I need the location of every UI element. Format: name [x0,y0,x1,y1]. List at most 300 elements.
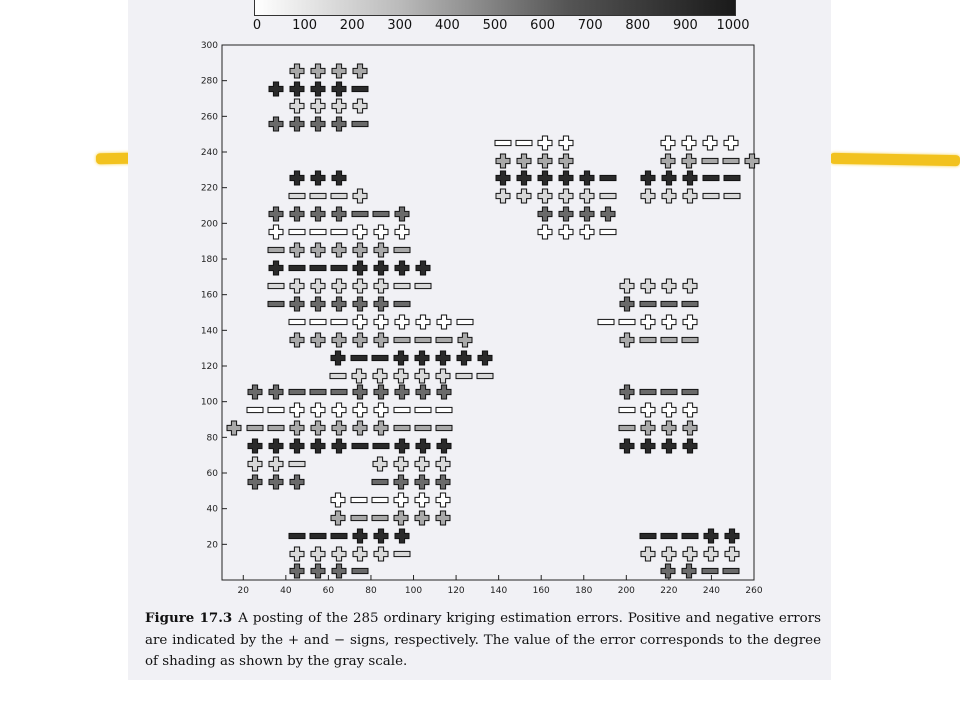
positive-error-symbol [682,154,696,168]
negative-error-symbol [289,389,305,394]
positive-error-symbol [332,82,346,96]
negative-error-symbol [436,425,452,430]
positive-error-symbol [353,243,367,257]
negative-error-symbol [723,158,739,163]
negative-error-symbol [724,175,740,180]
negative-error-symbol [372,497,388,502]
negative-error-symbol [415,337,431,342]
positive-error-symbol [436,475,450,489]
positive-error-symbol [395,225,409,239]
positive-error-symbol [311,421,325,435]
positive-error-symbol [332,64,346,78]
positive-error-symbol [374,297,388,311]
positive-error-symbol [374,385,388,399]
positive-error-symbol [311,243,325,257]
positive-error-symbol [311,333,325,347]
positive-error-symbol [290,243,304,257]
positive-error-symbol [601,207,615,221]
negative-error-symbol [394,425,410,430]
positive-error-symbol [311,82,325,96]
negative-error-symbol [373,211,389,216]
positive-error-symbol [662,421,676,435]
gray-scale-label: 600 [530,18,556,33]
negative-error-symbol [289,193,305,198]
negative-error-symbol [289,229,305,234]
negative-error-symbol [268,301,284,306]
positive-error-symbol [290,333,304,347]
positive-error-symbol [662,315,676,329]
negative-error-symbol [289,265,305,270]
negative-error-symbol [310,265,326,270]
positive-error-symbol [682,564,696,578]
negative-error-symbol [703,193,719,198]
y-tick-label: 240 [200,148,218,158]
positive-error-symbol [641,439,655,453]
positive-error-symbol [620,279,634,293]
negative-error-symbol [352,86,368,91]
y-tick-label: 100 [200,397,218,408]
positive-error-symbol [703,136,717,150]
positive-error-symbol [394,457,408,471]
positive-error-symbol [620,297,634,311]
y-tick-label: 280 [200,76,218,87]
positive-error-symbol [661,564,675,578]
positive-error-symbol [395,207,409,221]
positive-error-symbol [311,64,325,78]
positive-error-symbol [332,117,346,131]
negative-error-symbol [600,229,616,234]
positive-error-symbol [580,189,594,203]
positive-error-symbol [353,403,367,417]
positive-error-symbol [353,261,367,275]
positive-error-symbol [416,261,430,275]
positive-error-symbol [641,171,655,185]
negative-error-symbol [331,319,347,324]
positive-error-symbol [269,385,283,399]
gray-scale-label: 700 [577,18,603,33]
positive-error-symbol [580,171,594,185]
positive-error-symbol [683,189,697,203]
y-tick-label: 80 [206,433,218,444]
positive-error-symbol [415,457,429,471]
positive-error-symbol [353,315,367,329]
positive-error-symbol [332,297,346,311]
positive-error-symbol [704,547,718,561]
positive-error-symbol [682,136,696,150]
negative-error-symbol [310,319,326,324]
positive-error-symbol [415,475,429,489]
positive-error-symbol [353,547,367,561]
negative-error-symbol [661,389,677,394]
gray-scale-label: 400 [434,18,460,33]
positive-error-symbol [374,403,388,417]
gray-scale-label: 900 [672,18,698,33]
negative-error-symbol [703,175,719,180]
positive-error-symbol [725,529,739,543]
positive-error-symbol [331,493,345,507]
positive-error-symbol [538,171,552,185]
positive-error-symbol [311,439,325,453]
positive-error-symbol [331,511,345,525]
positive-error-symbol [496,154,510,168]
positive-error-symbol [394,351,408,365]
x-tick-label: 240 [702,586,721,596]
positive-error-symbol [559,189,573,203]
positive-error-symbol [641,189,655,203]
negative-error-symbol [640,533,656,538]
positive-error-symbol [559,154,573,168]
negative-error-symbol [372,355,388,360]
positive-error-symbol [332,439,346,453]
negative-error-symbol [495,140,511,145]
positive-error-symbol [311,297,325,311]
negative-error-symbol [372,479,388,484]
x-tick-label: 140 [490,586,508,596]
positive-error-symbol [332,99,346,113]
positive-error-symbol [374,243,388,257]
positive-error-symbol [395,261,409,275]
negative-error-symbol [724,193,740,198]
positive-error-symbol [394,493,408,507]
positive-error-symbol [290,421,304,435]
positive-error-symbol [311,171,325,185]
positive-error-symbol [436,511,450,525]
positive-error-symbol [662,547,676,561]
y-tick-label: 200 [200,219,218,230]
positive-error-symbol [415,493,429,507]
x-tick-label: 100 [404,586,423,596]
y-tick-label: 20 [206,540,218,551]
positive-error-symbol [290,547,304,561]
positive-error-symbol [517,171,531,185]
negative-error-symbol [682,301,698,306]
negative-error-symbol [394,247,410,252]
positive-error-symbol [290,439,304,453]
negative-error-symbol [330,373,346,378]
positive-error-symbol [661,154,675,168]
positive-error-symbol [353,297,367,311]
positive-error-symbol [437,315,451,329]
positive-error-symbol [683,403,697,417]
positive-error-symbol [332,547,346,561]
negative-error-symbol [351,497,367,502]
gray-scale-label: 500 [482,18,508,33]
positive-error-symbol [580,207,594,221]
positive-error-symbol [353,189,367,203]
positive-error-symbol [620,439,634,453]
positive-error-symbol [311,117,325,131]
negative-error-symbol [352,443,368,448]
positive-error-symbol [269,207,283,221]
negative-error-symbol [600,175,616,180]
negative-error-symbol [289,533,305,538]
negative-error-symbol [456,373,472,378]
y-tick-label: 60 [206,469,218,479]
negative-error-symbol [682,337,698,342]
negative-error-symbol [723,568,739,573]
positive-error-symbol [395,385,409,399]
positive-error-symbol [415,351,429,365]
positive-error-symbol [353,279,367,293]
x-tick-label: 120 [447,586,465,596]
positive-error-symbol [436,351,450,365]
positive-error-symbol [290,64,304,78]
positive-error-symbol [373,369,387,383]
negative-error-symbol [661,337,677,342]
positive-error-symbol [437,439,451,453]
negative-error-symbol [457,319,473,324]
negative-error-symbol [331,389,347,394]
positive-error-symbol [353,333,367,347]
positive-error-symbol [374,547,388,561]
caption-label: Figure 17.3 [145,610,233,626]
positive-error-symbol [332,171,346,185]
negative-error-symbol [619,425,635,430]
positive-error-symbol [661,136,675,150]
positive-error-symbol [416,315,430,329]
positive-error-symbol [332,403,346,417]
gray-scale-label: 800 [625,18,651,33]
negative-error-symbol [394,337,410,342]
positive-error-symbol [290,475,304,489]
y-tick-label: 40 [206,504,218,515]
positive-error-symbol [580,225,594,239]
x-tick-label: 160 [532,586,550,596]
negative-error-symbol [289,319,305,324]
positive-error-symbol [332,333,346,347]
positive-error-symbol [248,439,262,453]
positive-error-symbol [724,136,738,150]
positive-error-symbol [620,385,634,399]
positive-error-symbol [683,547,697,561]
y-tick-label: 160 [200,290,218,301]
negative-error-symbol [477,373,493,378]
error-symbols [227,64,759,578]
negative-error-symbol [394,407,410,412]
positive-error-symbol [269,439,283,453]
x-tick-label: 60 [322,586,335,596]
positive-error-symbol [641,279,655,293]
negative-error-symbol [702,568,718,573]
positive-error-symbol [332,421,346,435]
positive-error-symbol [374,279,388,293]
positive-error-symbol [353,64,367,78]
negative-error-symbol [310,533,326,538]
positive-error-symbol [290,279,304,293]
positive-error-symbol [311,403,325,417]
positive-error-symbol [374,225,388,239]
positive-error-symbol [436,369,450,383]
negative-error-symbol [394,301,410,306]
positive-error-symbol [248,457,262,471]
positive-error-symbol [332,564,346,578]
negative-error-symbol [516,140,532,145]
negative-error-symbol [682,533,698,538]
figure-caption [145,608,821,673]
positive-error-symbol [662,403,676,417]
positive-error-symbol [662,189,676,203]
negative-error-symbol [331,265,347,270]
negative-error-symbol [352,211,368,216]
positive-error-symbol [559,225,573,239]
positive-error-symbol [395,529,409,543]
positive-error-symbol [332,243,346,257]
negative-error-symbol [661,533,677,538]
negative-error-symbol [619,319,635,324]
y-tick-label: 260 [200,112,218,123]
positive-error-symbol [353,225,367,239]
positive-error-symbol [457,351,471,365]
x-tick-label: 20 [237,586,250,596]
positive-error-symbol [332,207,346,221]
negative-error-symbol [351,355,367,360]
positive-error-symbol [538,207,552,221]
negative-error-symbol [247,407,263,412]
negative-error-symbol [331,229,347,234]
positive-error-symbol [269,82,283,96]
positive-error-symbol [290,99,304,113]
negative-error-symbol [415,283,431,288]
negative-error-symbol [640,337,656,342]
positive-error-symbol [394,475,408,489]
gray-scale-label: 100 [292,18,318,33]
positive-error-symbol [311,99,325,113]
y-tick-label: 180 [200,255,218,265]
negative-error-symbol [352,121,368,126]
gray-scale-label: 200 [339,18,365,33]
negative-error-symbol [436,407,452,412]
x-tick-label: 260 [745,586,763,596]
positive-error-symbol [683,171,697,185]
negative-error-symbol [702,158,718,163]
gray-scale-label: 1000 [716,18,750,33]
negative-error-symbol [310,389,326,394]
positive-error-symbol [725,547,739,561]
negative-error-symbol [268,247,284,252]
positive-error-symbol [436,493,450,507]
positive-error-symbol [458,333,472,347]
positive-error-symbol [745,154,759,168]
positive-error-symbol [538,136,552,150]
positive-error-symbol [641,403,655,417]
y-tick-label: 140 [200,326,218,337]
positive-error-symbol [662,439,676,453]
positive-error-symbol [311,279,325,293]
positive-error-symbol [353,99,367,113]
x-tick-label: 80 [365,586,377,596]
positive-error-symbol [704,529,718,543]
positive-error-symbol [416,385,430,399]
positive-error-symbol [227,421,241,435]
positive-error-symbol [290,297,304,311]
positive-error-symbol [683,439,697,453]
positive-error-symbol [269,475,283,489]
positive-error-symbol [496,171,510,185]
positive-error-symbol [620,333,634,347]
positive-error-symbol [415,511,429,525]
positive-error-symbol [559,207,573,221]
positive-error-symbol [496,189,510,203]
positive-error-symbol [374,333,388,347]
positive-error-symbol [311,207,325,221]
positive-error-symbol [290,171,304,185]
positive-error-symbol [416,439,430,453]
negative-error-symbol [372,515,388,520]
negative-error-symbol [415,425,431,430]
positive-error-symbol [353,529,367,543]
negative-error-symbol [289,461,305,466]
positive-error-symbol [353,421,367,435]
positive-error-symbol [641,421,655,435]
positive-error-symbol [374,421,388,435]
negative-error-symbol [394,551,410,556]
positive-error-symbol [332,279,346,293]
negative-error-symbol [415,407,431,412]
positive-error-symbol [517,189,531,203]
negative-error-symbol [640,301,656,306]
x-tick-label: 180 [575,586,593,596]
positive-error-symbol [331,351,345,365]
positive-error-symbol [290,564,304,578]
positive-error-symbol [436,457,450,471]
negative-error-symbol [331,193,347,198]
negative-error-symbol [436,337,452,342]
negative-error-symbol [351,515,367,520]
positive-error-symbol [269,225,283,239]
positive-error-symbol [290,403,304,417]
positive-error-symbol [538,225,552,239]
positive-error-symbol [394,511,408,525]
negative-error-symbol [268,283,284,288]
x-tick-label: 200 [617,586,635,596]
gray-scale-label: 300 [387,18,413,33]
positive-error-symbol [290,207,304,221]
positive-error-symbol [394,369,408,383]
positive-error-symbol [538,154,552,168]
positive-error-symbol [683,315,697,329]
positive-error-symbol [662,279,676,293]
caption-text: A posting of the 285 ordinary kriging estimation errors. Positive and negative errors are indicated by the + and − signs, respectively. The value of the error corresponds to the degree of shading as shown by the gray scale. [145,611,821,669]
positive-error-symbol [395,439,409,453]
positive-error-symbol [352,369,366,383]
y-axis-ticks [201,41,227,550]
negative-error-symbol [619,407,635,412]
positive-error-symbol [269,117,283,131]
positive-error-symbol [517,154,531,168]
negative-error-symbol [394,283,410,288]
positive-error-symbol [683,279,697,293]
negative-error-symbol [331,533,347,538]
positive-error-symbol [269,261,283,275]
x-tick-label: 40 [280,586,292,596]
positive-error-symbol [374,261,388,275]
positive-error-symbol [248,385,262,399]
positive-error-symbol [290,117,304,131]
positive-error-symbol [559,171,573,185]
y-tick-label: 300 [200,41,218,51]
positive-error-symbol [374,315,388,329]
positive-error-symbol [374,529,388,543]
positive-error-symbol [353,385,367,399]
positive-error-symbol [538,189,552,203]
positive-error-symbol [248,475,262,489]
positive-error-symbol [373,457,387,471]
negative-error-symbol [352,568,368,573]
y-tick-label: 120 [200,362,218,372]
positive-error-symbol [395,315,409,329]
negative-error-symbol [598,319,614,324]
negative-error-symbol [373,443,389,448]
